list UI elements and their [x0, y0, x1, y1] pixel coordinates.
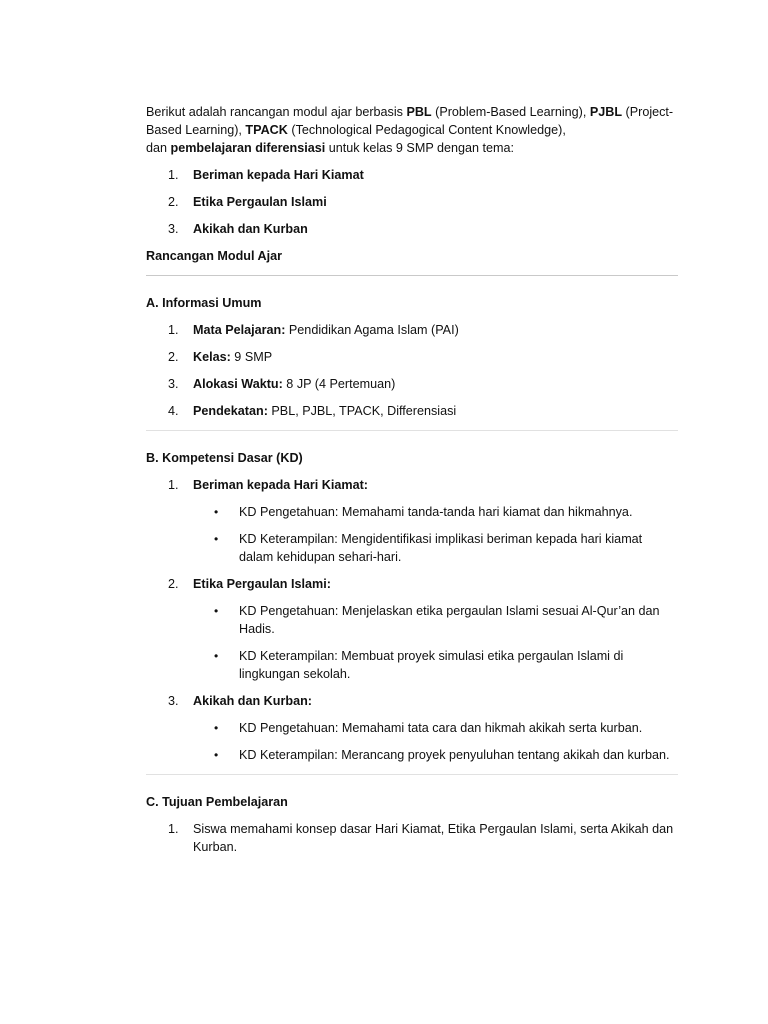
intro-text: (Problem-Based Learning),	[431, 105, 590, 119]
info-item	[146, 321, 678, 339]
list-number: 3.	[168, 222, 179, 236]
intro-paragraph	[146, 103, 678, 157]
kd-group-label: Beriman kepada Hari Kiamat:	[193, 478, 368, 492]
info-value: 9 SMP	[230, 350, 273, 364]
kd-bullet-text: KD Pengetahuan: Memahami tanda-tanda hari kiamat dan hikmahnya.	[239, 505, 633, 519]
kd-bullet	[146, 503, 678, 521]
info-value: Pendidikan Agama Islam (PAI)	[285, 323, 459, 337]
theme-item	[146, 220, 678, 238]
kd-group	[146, 692, 678, 710]
section-c-title: C. Tujuan Pembelajaran	[146, 795, 288, 809]
list-number: 2.	[168, 350, 179, 364]
info-label: Pendekatan:	[193, 404, 268, 418]
intro-bold-pbl: PBL	[406, 105, 432, 119]
intro-text: (Project-Based Learning),	[146, 105, 674, 137]
bullet-icon: •	[214, 649, 219, 663]
info-label: Kelas:	[193, 350, 231, 364]
list-number: 3.	[168, 694, 179, 708]
intro-text: (Technological Pedagogical Content Knowledge),	[287, 123, 566, 137]
section-a-title: A. Informasi Umum	[146, 296, 262, 310]
kd-bullet-text: KD Pengetahuan: Menjelaskan etika pergaulan Islami sesuai Al-Qur’an dan Hadis.	[239, 604, 660, 636]
kd-group	[146, 476, 678, 494]
kd-bullet-text: KD Keterampilan: Mengidentifikasi implikasi beriman kepada hari kiamat dalam kehidupan sehari-hari.	[239, 532, 643, 564]
theme-item	[146, 193, 678, 211]
kd-bullet	[146, 647, 678, 683]
list-number: 2.	[168, 577, 179, 591]
objective-item	[146, 820, 678, 856]
intro-bold-pjbl: PJBL	[589, 105, 623, 119]
kd-group	[146, 575, 678, 593]
info-label: Alokasi Waktu:	[193, 377, 283, 391]
list-number: 1.	[168, 168, 179, 182]
kd-bullet	[146, 746, 678, 764]
kd-bullet-text: KD Keterampilan: Merancang proyek penyuluhan tentang akikah dan kurban.	[239, 748, 670, 762]
kd-bullet-text: KD Keterampilan: Membuat proyek simulasi etika pergaulan Islami di lingkungan sekolah.	[239, 649, 624, 681]
intro-text: dan	[146, 141, 171, 155]
theme-label: Akikah dan Kurban	[193, 222, 308, 236]
info-item	[146, 375, 678, 393]
objective-text: Siswa memahami konsep dasar Hari Kiamat, Etika Pergaulan Islami, serta Akikah dan Kurban.	[193, 822, 674, 854]
info-item	[146, 348, 678, 366]
intro-bold-tpack: TPACK	[245, 123, 288, 137]
bullet-icon: •	[214, 721, 219, 735]
bullet-icon: •	[214, 505, 219, 519]
kd-bullet	[146, 530, 678, 566]
section-b-title: B. Kompetensi Dasar (KD)	[146, 451, 303, 465]
bullet-icon: •	[214, 748, 219, 762]
list-number: 1.	[168, 323, 179, 337]
kd-group-label: Akikah dan Kurban:	[193, 694, 312, 708]
info-value: PBL, PJBL, TPACK, Differensiasi	[267, 404, 457, 418]
bullet-icon: •	[214, 532, 219, 546]
kd-group-label: Etika Pergaulan Islami:	[193, 577, 331, 591]
info-item	[146, 402, 678, 420]
kd-bullet	[146, 719, 678, 737]
list-number: 3.	[168, 377, 179, 391]
theme-label: Etika Pergaulan Islami	[193, 195, 327, 209]
kd-bullet-text: KD Pengetahuan: Memahami tata cara dan hikmah akikah serta kurban.	[239, 721, 643, 735]
list-number: 1.	[168, 478, 179, 492]
module-title: Rancangan Modul Ajar	[146, 249, 282, 263]
info-value: 8 JP (4 Pertemuan)	[282, 377, 396, 391]
intro-bold-diferensiasi: pembelajaran diferensiasi	[170, 141, 326, 155]
list-number: 2.	[168, 195, 179, 209]
info-label: Mata Pelajaran:	[193, 323, 286, 337]
intro-text: Berikut adalah rancangan modul ajar berbasis	[146, 105, 407, 119]
theme-item	[146, 166, 678, 184]
kd-bullet	[146, 602, 678, 638]
list-number: 4.	[168, 404, 179, 418]
document-content	[146, 103, 678, 865]
theme-label: Beriman kepada Hari Kiamat	[193, 168, 364, 182]
intro-text: untuk kelas 9 SMP dengan tema:	[325, 141, 515, 155]
list-number: 1.	[168, 822, 179, 836]
bullet-icon: •	[214, 604, 219, 618]
